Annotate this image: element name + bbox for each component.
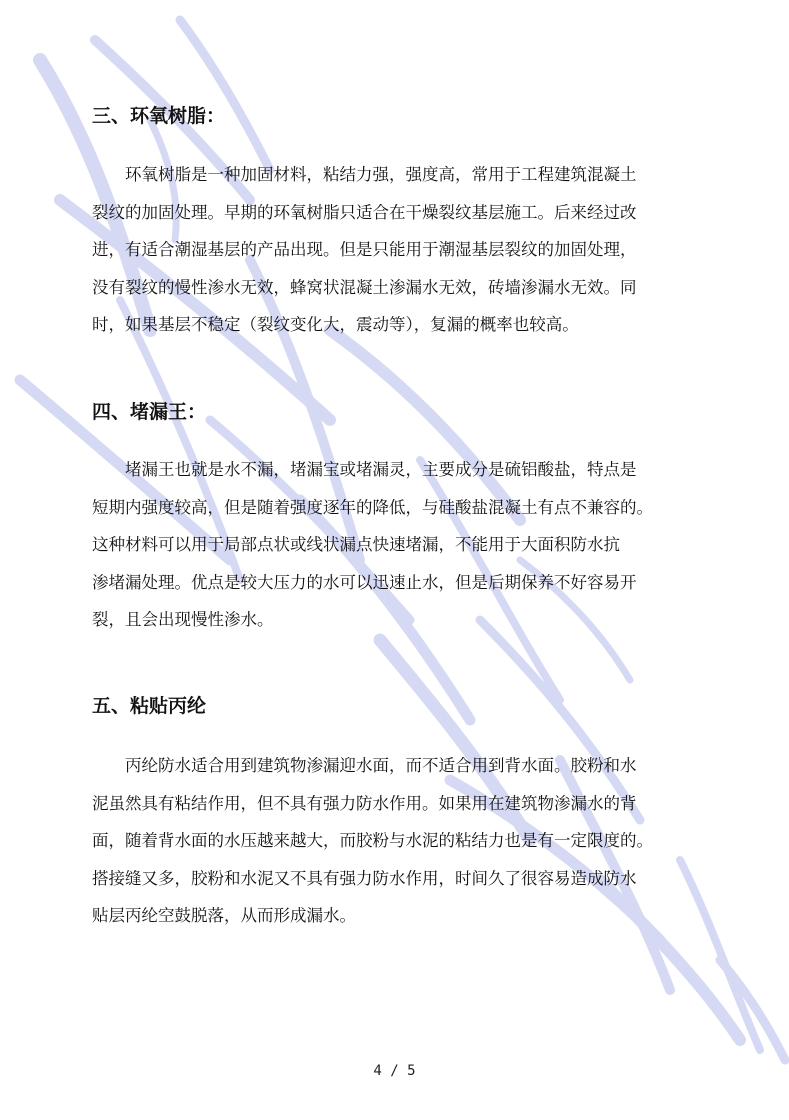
section-heading-epoxy: 三、环氧树脂： [92, 105, 226, 127]
paragraph-epoxy [92, 156, 702, 344]
paragraph-line: 面，随着背水面的水压越来越大，而胶粉与水泥的粘结力也是有一定限度的。 [92, 831, 653, 850]
paragraph-line: 这种材料可以用于局部点状或线状漏点快速堵漏，不能用于大面积防水抗 [92, 535, 620, 554]
paragraph-plugging [92, 451, 702, 639]
paragraph-line: 环氧树脂是一种加固材料，粘结力强，强度高，常用于工程建筑混凝土 [125, 165, 637, 184]
paragraph-polypropylene [92, 747, 702, 935]
paragraph-line: 丙纶防水适合用到建筑物渗漏迎水面，而不适合用到背水面。胶粉和水 [125, 756, 637, 775]
paragraph-line: 堵漏王也就是水不漏，堵漏宝或堵漏灵，主要成分是硫铝酸盐，特点是 [125, 460, 637, 479]
paragraph-line: 进，有适合潮湿基层的产品出现。但是只能用于潮湿基层裂纹的加固处理， [92, 240, 637, 259]
paragraph-line: 贴层丙纶空鼓脱落，从而形成漏水。 [92, 906, 356, 925]
paragraph-line: 短期内强度较高，但是随着强度逐年的降低，与硅酸盐混凝土有点不兼容的。 [92, 497, 653, 517]
paragraph-line: 没有裂纹的慢性渗水无效，蜂窝状混凝土渗漏水无效，砖墙渗漏水无效。同 [92, 277, 637, 297]
paragraph-line: 时，如果基层不稳定（裂纹变化大，震动等），复漏的概率也较高。 [92, 315, 579, 334]
paragraph-line: 渗堵漏处理。优点是较大压力的水可以迅速止水，但是后期保养不好容易开 [92, 572, 637, 592]
paragraph-line: 裂，且会出现慢性渗水。 [92, 610, 274, 629]
paragraph-line: 搭接缝又多，胶粉和水泥又不具有强力防水作用，时间久了很容易造成防水 [92, 868, 637, 888]
paragraph-line: 裂纹的加固处理。早期的环氧树脂只适合在干燥裂纹基层施工。后来经过改 [92, 202, 637, 222]
paragraph-line: 泥虽然具有粘结作用，但不具有强力防水作用。如果用在建筑物渗漏水的背 [92, 793, 637, 813]
section-heading-polypropylene: 五、粘贴丙纶 [92, 695, 207, 717]
page-number: 4 / 5 [373, 1063, 416, 1079]
section-heading-plugging: 四、堵漏王： [92, 401, 207, 423]
